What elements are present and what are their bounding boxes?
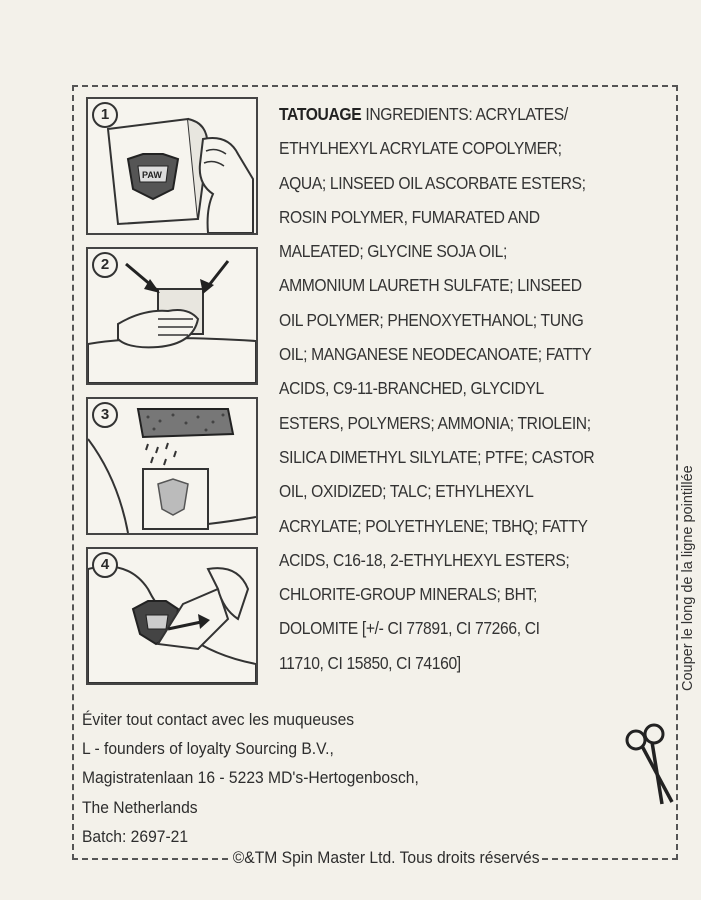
ingredients-line: AQUA; LINSEED OIL ASCORBATE ESTERS; <box>279 172 586 193</box>
ingredients-line: MALEATED; GLYCINE SOJA OIL; <box>279 241 508 262</box>
ingredients-line: AMMONIUM LAURETH SULFATE; LINSEED <box>279 275 582 296</box>
ingredients-line: CHLORITE-GROUP MINERALS; BHT; <box>279 584 538 605</box>
step-2-number: 2 <box>92 252 118 278</box>
step-1-panel <box>86 97 258 235</box>
ingredients-line: DOLOMITE [+/- CI 77891, CI 77266, CI <box>279 618 540 639</box>
step-4-number: 4 <box>92 552 118 578</box>
svg-text:PAW: PAW <box>142 170 162 180</box>
step-3-number: 3 <box>92 402 118 428</box>
ingredients-line: ACRYLATE; POLYETHYLENE; TBHQ; FATTY <box>279 515 588 536</box>
copyright-notice: ©&TM Spin Master Ltd. Tous droits réservés <box>230 848 542 868</box>
manufacturer-info <box>82 705 419 851</box>
ingredients-line: TATOUAGE INGREDIENTS: ACRYLATES/ <box>279 104 568 124</box>
step-4-panel <box>86 547 258 685</box>
ingredients-line: 11710, CI 15850, CI 74160] <box>279 652 461 673</box>
ingredients-line: ESTERS, POLYMERS; AMMONIA; TRIOLEIN; <box>279 412 591 433</box>
scissors-icon <box>624 722 680 812</box>
ingredients-line: ACIDS, C16-18, 2-ETHYLHEXYL ESTERS; <box>279 549 570 570</box>
cut-line-left <box>72 85 74 860</box>
ingredients-line: ETHYLHEXYL ACRYLATE COPOLYMER; <box>279 138 562 159</box>
ingredients-line: OIL POLYMER; PHENOXYETHANOL; TUNG <box>279 309 584 330</box>
step-2-panel <box>86 247 258 385</box>
ingredients-line: OIL; MANGANESE NEODECANOATE; FATTY <box>279 344 592 365</box>
ingredients-line: ACIDS, C9-11-BRANCHED, GLYCIDYL <box>279 378 544 399</box>
step-3-panel <box>86 397 258 535</box>
company-address: Magistratenlaan 16 - 5223 MD's-Hertogenbosch, <box>82 768 419 788</box>
ingredients-line: ROSIN POLYMER, FUMARATED AND <box>279 206 540 227</box>
company-country: The Netherlands <box>82 797 198 817</box>
step-1-number: 1 <box>92 102 118 128</box>
cut-line-top <box>72 85 678 87</box>
warning-text: Éviter tout contact avec les muqueuses <box>82 710 355 729</box>
batch-number: Batch: 2697-21 <box>82 826 189 846</box>
ingredients-line: OIL, OXIDIZED; TALC; ETHYLHEXYL <box>279 481 534 502</box>
tatouage-label: TATOUAGE <box>279 104 362 124</box>
company-name: L - founders of loyalty Sourcing B.V., <box>82 739 334 759</box>
ingredients-list <box>279 97 621 680</box>
cut-instruction: Couper le long de la ligne pointillée <box>680 461 696 695</box>
ingredients-line: SILICA DIMETHYL SILYLATE; PTFE; CASTOR <box>279 446 595 467</box>
